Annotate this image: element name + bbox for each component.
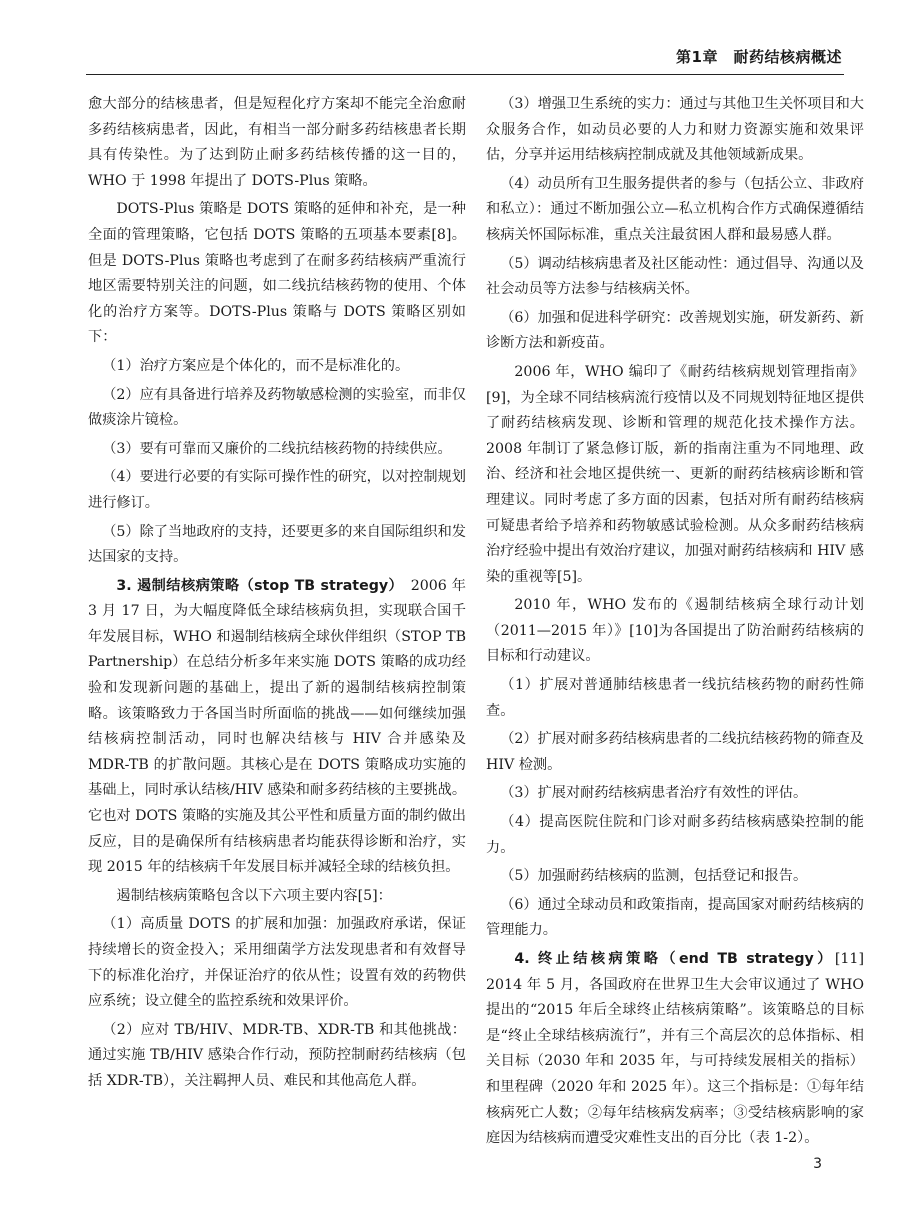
paragraph-text: 2006 年 3 月 17 日，为大幅度降低全球结核病负担，实现联合国千年发展目标，WHO 和遏制结核病全球伙伴组织（STOP TB Partnership）在总结分析多年来实施 DOTS 策略的成功经验和发现新问题的基础上，提出了新的遏制结核病控制策略。该策略致力于各国当时所面临的挑战——如何继续加强结核病控制活动，同时也解决结核与 HIV 合并感染及 MDR-TB 的扩散问题。其核心是在 DOTS 策略成功实施的基础上，同时承认结核/HIV 感染和耐多药结核的主要挑战。它也对 DOTS 策略的实施及其公平性和质量方面的制约做出反应，目的是确保所有结核病患者均能获得诊断和治疗，实现 2015 年的结核病千年发展目标并减轻全球的结核负担。 bbox=[88, 577, 467, 876]
paragraph-text: DOTS-Plus 策略是 DOTS 策略的延伸和补充，是一种全面的管理策略，它包括 DOTS 策略的五项基本要素[8]。但是 DOTS-Plus 策略也考虑到了在耐多药结核病严重流行地区需要特别关注的问题，如二线抗结核药物的使用、个体化的治疗方案等。DOTS-Plus 策略与 DOTS 策略区别如下： bbox=[88, 201, 466, 346]
paragraph-text: （1）高质量 DOTS 的扩展和加强：加强政府承诺，保证持续增长的资金投入；采用细菌学方法发现患者和有效督导下的标准化治疗，并保证治疗的依从性；设置有效的药物供应系统；设立健全的监控系统和效果评价。 bbox=[88, 916, 466, 1010]
page-number: 3 bbox=[813, 1156, 822, 1172]
section-heading: 3. 遏制结核病策略（stop TB strategy） bbox=[116, 577, 397, 594]
paragraph bbox=[486, 864, 864, 890]
paragraph bbox=[486, 673, 864, 724]
paragraph bbox=[88, 354, 466, 380]
section-heading: 4. 终止结核病策略（end TB strategy） bbox=[514, 951, 835, 967]
paragraph-text: （1）治疗方案应是个体化的，而不是标准化的。 bbox=[102, 357, 410, 374]
paragraph-text: （4）要进行必要的有实际可操作性的研究，以对控制规划进行修订。 bbox=[88, 469, 466, 511]
paragraph bbox=[88, 197, 466, 351]
running-header bbox=[0, 0, 900, 64]
paragraph-text: （5）除了当地政府的支持，还要更多的来自国际组织和发达国家的支持。 bbox=[88, 523, 466, 566]
paragraph bbox=[486, 360, 864, 590]
paragraph-text: 2006 年，WHO 编印了《耐药结核病规划管理指南》[9]，为全球不同结核病流行疫情以及不同规划特征地区提供了耐药结核病发现、诊断和管理的规范化技术操作方法。2008 年制订了紧急修订版，新的指南注重为不同地理、政治、经济和社会地区提供统一、更新的耐药结核病诊断和管理建议。同时考虑了多方面的因素，包括对所有耐药结核病可疑患者给予培养和药物敏感试验检测。从众多耐药结核病治疗经验中提出有效治疗建议，加强对耐药结核病和 HIV 感染的重视等[5]。 bbox=[486, 363, 864, 585]
paragraph-text: 遏制结核病策略包含以下六项主要内容[5]： bbox=[116, 887, 392, 904]
paragraph bbox=[88, 912, 466, 1014]
section-heading-paragraph bbox=[88, 574, 466, 881]
paragraph-text: （3）扩展对耐药结核病患者治疗有效性的评估。 bbox=[500, 785, 808, 802]
left-column bbox=[88, 92, 466, 1098]
paragraph bbox=[88, 383, 466, 434]
paragraph-text: （2）应对 TB/HIV、MDR-TB、XDR-TB 和其他挑战：通过实施 TB/HIV 感染合作行动，预防控制耐药结核病（包括 XDR-TB），关注羁押人员、难民和其他高危人群。 bbox=[88, 1021, 466, 1089]
paragraph bbox=[486, 252, 864, 303]
paragraph bbox=[486, 593, 864, 670]
paragraph-text: （2）应有具备进行培养及药物敏感检测的实验室，而非仅做痰涂片镜检。 bbox=[88, 386, 466, 429]
paragraph bbox=[486, 810, 864, 861]
paragraph bbox=[486, 92, 864, 169]
paragraph bbox=[88, 884, 466, 910]
paragraph-text: （6）加强和促进科学研究：改善规划实施，研发新药、新诊断方法和新疫苗。 bbox=[486, 309, 864, 352]
paragraph-text: 2010 年，WHO 发布的《遏制结核病全球行动计划（2011—2015 年）》[10]为各国提出了防治耐药结核病的目标和行动建议。 bbox=[486, 597, 864, 665]
paragraph bbox=[486, 172, 864, 249]
paragraph bbox=[486, 781, 864, 807]
section-heading-paragraph bbox=[486, 947, 879, 1152]
chapter-title: 第1章 耐药结核病概述 bbox=[676, 48, 842, 66]
paragraph-text: [11] 2014 年 5 月，各国政府在世界卫生大会审议通过了 WHO 提出的“2015 年后全球终止结核病策略”。该策略总的目标是“终止全球结核病流行”，并有三个高层次的总体指标、相关目标（2030 年和 2035 年，与可持续发展相关的指标）和里程碑（2020 年和 2025 年）。这三个指标是：①每年结核病死亡人数；②每年结核病发病率；③受结核病影响的家庭因为结核病而遭受灾难性支出的百分比（表 1-2）。 bbox=[486, 951, 879, 1147]
paragraph-text: （5）调动结核病患者及社区能动性：通过倡导、沟通以及社会动员等方法参与结核病关怀。 bbox=[486, 255, 864, 298]
paragraph bbox=[88, 1018, 466, 1095]
paragraph-text: （4）动员所有卫生服务提供者的参与（包括公立、非政府和私立）：通过不断加强公立—私立机构合作方式确保遵循结核病关怀国际标准，重点关注最贫困人群和最易感人群。 bbox=[486, 175, 864, 243]
paragraph bbox=[88, 92, 466, 194]
paragraph-text: （2）扩展对耐多药结核病患者的二线抗结核药物的筛查及 HIV 检测。 bbox=[486, 731, 864, 773]
paragraph-text: （3）增强卫生系统的实力：通过与其他卫生关怀项目和大众服务合作，如动员必要的人力和财力资源实施和效果评估，分享并运用结核病控制成就及其他领域新成果。 bbox=[486, 96, 864, 164]
paragraph bbox=[486, 893, 864, 944]
paragraph-text: （3）要有可靠而又廉价的二线抗结核药物的持续供应。 bbox=[102, 440, 452, 457]
paragraph bbox=[88, 520, 466, 571]
paragraph-text: （4）提高医院住院和门诊对耐多药结核病感染控制的能力。 bbox=[486, 814, 864, 856]
paragraph-text: （1）扩展对普通肺结核患者一线抗结核药物的耐药性筛查。 bbox=[486, 677, 864, 719]
paragraph-text: 愈大部分的结核患者，但是短程化疗方案却不能完全治愈耐多药结核病患者，因此，有相当一部分耐多药结核患者长期具有传染性。为了达到防止耐多药结核传播的这一目的，WHO 于 1998 年提出了 DOTS-Plus 策略。 bbox=[88, 96, 466, 189]
header-rule bbox=[86, 74, 844, 75]
paragraph-text: （5）加强耐药结核病的监测，包括登记和报告。 bbox=[500, 868, 808, 885]
right-column bbox=[486, 92, 879, 1155]
paragraph bbox=[486, 306, 864, 357]
paragraph bbox=[486, 727, 864, 778]
paragraph-text: （6）通过全球动员和政策指南，提高国家对耐药结核病的管理能力。 bbox=[486, 896, 864, 939]
paragraph bbox=[88, 465, 466, 516]
paragraph bbox=[88, 437, 466, 463]
